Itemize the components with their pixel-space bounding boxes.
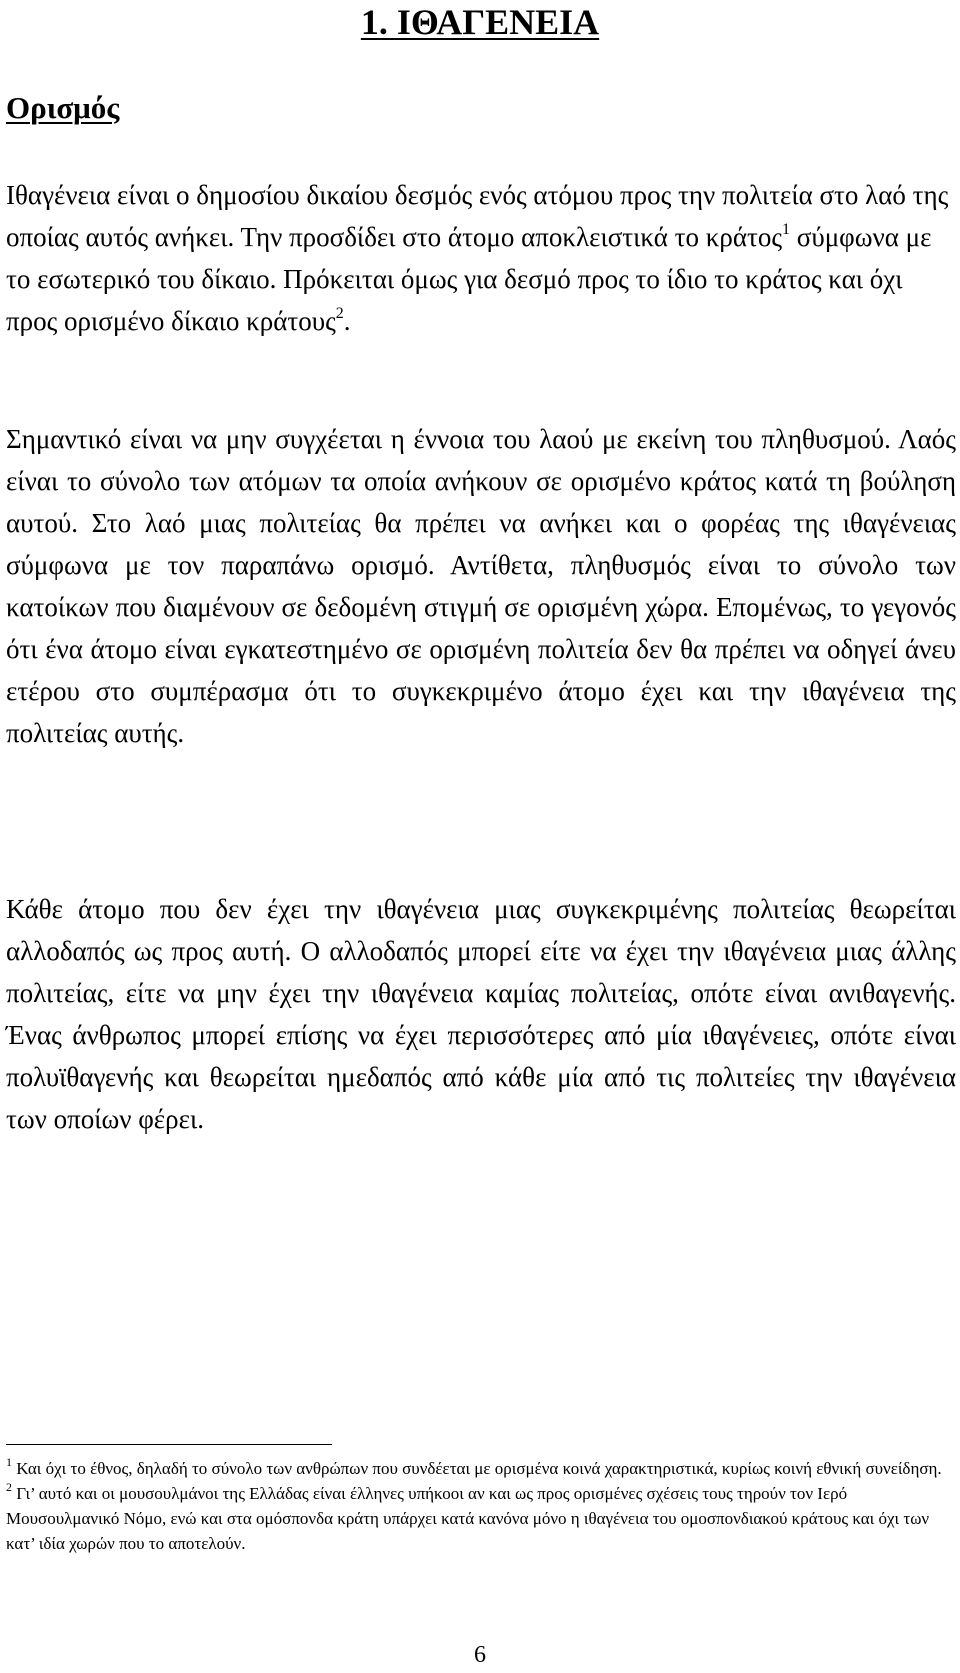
paragraph-people-vs-population: Σημαντικό είναι να μην συγχέεται η έννοια του λαού με εκείνη του πληθυσμού. Λαός είναι το σύνολο των ατόμων τα οποία ανήκουν σε ορισμένο κράτος κατά τη βούληση αυτού. Στο λαό μιας πολιτείας θα πρέπει να ανήκει και ο φορέας της ιθαγένειας σύμφωνα με τον παραπάνω ορισμό. Αντίθετα, πληθυσμός είναι το σύνολο των κατοίκων που διαμένουν σε δεδομένη στιγμή σε ορισμένη χώρα. Επομένως, το γεγονός ότι ένα άτομο είναι εγκατεστημένο σε ορισμένη πολιτεία δεν θα πρέπει να οδηγεί άνευ ετέρου στο συμπέρασμα ότι το συγκεκριμένο άτομο έχει και την ιθαγένεια της πολιτείας αυτής. xyxy=(6,424,956,748)
section-heading: Ορισμός xyxy=(6,90,120,125)
paragraph-text: . xyxy=(343,306,351,336)
footnote-1 xyxy=(6,1456,956,1481)
paragraph-text: σύμφωνα με το εσωτερικό του δίκαιο. Πρόκειται όμως για δεσμό προς το ίδιο το κράτος και όχι προς ορισμένο δίκαιο κράτους xyxy=(6,222,932,336)
chapter-title: 1. ΙΘΑΓΕΝΕΙΑ xyxy=(360,2,600,42)
page-number: 6 xyxy=(474,1642,486,1668)
footnote-2 xyxy=(6,1481,956,1556)
footnote-marker: 1 xyxy=(6,1455,12,1469)
footnotes xyxy=(6,1456,956,1556)
paragraph-definition xyxy=(6,174,956,342)
paragraph-foreigners: Κάθε άτομο που δεν έχει την ιθαγένεια μιας συγκεκριμένης πολιτείας θεωρείται αλλοδαπός ως προς αυτή. Ο αλλοδαπός μπορεί είτε να έχει την ιθαγένεια μιας άλλης πολιτείας, είτε να μην έχει την ιθαγένεια καμίας πολιτείας, οπότε είναι ανιθαγενής. Ένας άνθρωπος μπορεί επίσης να έχει περισσότερες από μία ιθαγένειες, οπότε είναι πολυϊθαγενής και θεωρείται ημεδαπός από κάθε μία από τις πολιτείες την ιθαγένεια των οποίων φέρει. xyxy=(6,894,956,1134)
footnote-text: Και όχι το έθνος, δηλαδή το σύνολο των ανθρώπων που συνδέεται με ορισμένα κοινά χαρακτηριστικά, κυρίως κοινή εθνική συνείδηση. xyxy=(12,1459,942,1478)
footnote-text: Γι’ αυτό και οι μουσουλμάνοι της Ελλάδας είναι έλληνες υπήκοοι αν και ως προς ορισμένες σχέσεις τους τηρούν τον Ιερό Μουσουλμανικό Νόμο, ενώ και στα ομόσπονδα κράτη υπάρχει κατά κανόνα μόνο η ιθαγένεια του ομοσπονδιακού κράτους και όχι των κατ’ ιδία χωρών που το αποτελούν. xyxy=(6,1484,930,1553)
paragraph-text: Ιθαγένεια είναι ο δημοσίου δικαίου δεσμός ενός ατόμου προς την πολιτεία στο λαό της οποίας αυτός ανήκει. Την προσδίδει στο άτομο αποκλειστικά το κράτος xyxy=(6,180,949,252)
footnote-separator xyxy=(6,1444,332,1445)
footnote-marker: 2 xyxy=(6,1480,12,1494)
footnote-reference-2[interactable]: 2 xyxy=(335,305,344,322)
footnote-reference-1[interactable]: 1 xyxy=(782,221,791,238)
